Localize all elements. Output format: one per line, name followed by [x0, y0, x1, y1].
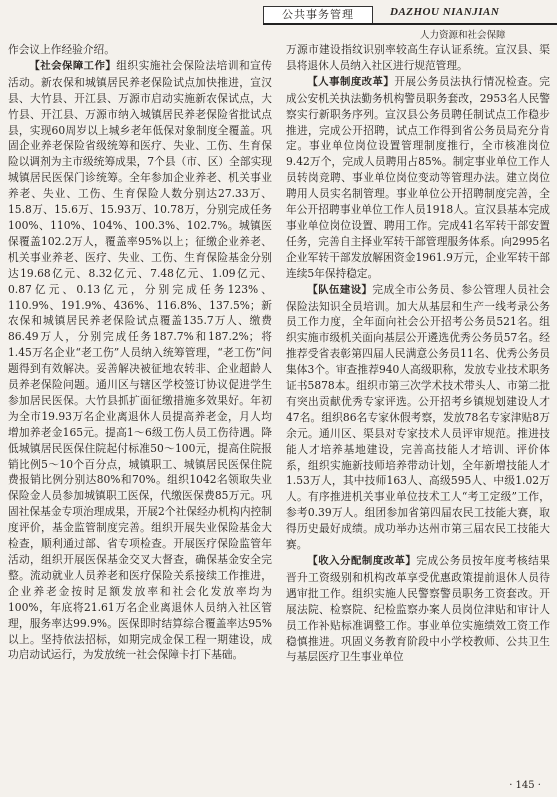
header-rule: [263, 23, 557, 25]
paragraph-continuation: 作会议上作经验介绍。: [8, 43, 115, 56]
paragraph-text: 完成公务员按年度考核结果晋升工资级别和机构改革享受优惠政策提前退休人员待遇审批工作。组织实施人民警察警员职务工资套改。开展法院、检察院、纪检监察办案人员岗位津贴和审计人员工作补贴标准调整工作。事业单位实施绩效工资工作稳慎推进。巩固义务教育阶段中小学校教师、公共卫生与基层医疗卫生事业单位: [286, 554, 550, 664]
paragraph-income-reform: [286, 553, 550, 665]
section-keyword: 【收入分配制度改革】: [307, 555, 417, 567]
paragraph-text: 组织实施社会保险法培训和宣传活动。新农保和城镇居民养老保险试点加快推进，宣汉县、大竹县、开江县、万源市启动实施新农保试点，大竹县、开江县、万源市纳入城镇居民养老保险省批试点县，实现60周岁以上城乡老年低保对象制度全覆盖。巩固企业养老保险省级统筹和医疗、失业、工伤、生育保险以调剂为主市级统筹成果，7个县（市、区）全部实现城镇居民医保门诊统筹。全年参加企业养老、机关事业养老、失业、工伤、生育保险人数分别达27.33万、15.8万、15.6万、15.93万、10.78万，分别完成任务100%、110%、104%、100.3%、102.7%。城镇医保覆盖102.2万人，覆盖率95%以上；征缴企业养老、机关事业养老、医疗、失业、工伤、生育保险基金分别达19.68亿元、8.32亿元、7.48亿元、1.09亿元、0.87亿元、0.13亿元，分别完成任务123%、110.9%、191.9%、436%、116.8%、137.5%；新农保和城镇居民养老保险试点覆盖135.7万人、缴费86.49万人，分别完成任务187.7%和187.2%；将1.45万名企业“老工伤”人员纳入统筹管理，“老工伤”问题得到有效解决。妥善解决被征地农转非、企业超龄人员养老保险问题。通川区与辖区学校签订协议促进学生参加居民医保。大竹县抓扩面征缴措施多效果好。年初为全市19.93万名企业离退休人员提高养老金，月人均增加养老金165元。提高1～6级工伤人员工伤待遇。降低城镇居民医保住院起付标准50～100元，提高住院报销比例5～10个百分点，城镇职工、城镇居民医保住院费报销比例分别达80%和70%。组织1042名领取失业保险金人员参加城镇职工医保，代缴医保费85万元。巩固社保基金专项治理成果，开展2个社保经办机构内控制度评价，基金监管制度完善。组织开展失业保险基金大检查，顺利通过部、省专项检查。开展医疗保险监管年活动，组织开展医保基金交叉大督查，确保基金安全完整。流动就业人员养老和医疗保险关系接续工作推进，企业养老金按时足额发放率和社会化发放率均为100%，年底将21.61万名企业离退休人员纳入社区管理，服务率达99.9%。医保即时结算综合覆盖率达95%以上。坚持依法招标，如期完成金保工程一期建设，成功启动试运行，为发放统一社会保障卡打下基础。: [8, 58, 272, 662]
section-keyword: 【队伍建设】: [307, 283, 373, 296]
left-column: [8, 42, 272, 663]
paragraph-text: 完成全市公务员、参公管理人员社会保险法知识全员培训。加大从基层和生产一线考录公务员工作力度，全年面向社会公开招考公务员521名。组织实施市级机关面向基层公开遴选优秀公务员57名。经推荐受省表彰第四届人民满意公务员11名、优秀公务员集体3个。审查推荐940人高级职称，发放专业技术职务证书5878本。组织市第三次学术技术带头人、市第二批有突出贡献优秀专家评选。公开招考乡镇规划建设人才47名。组织86名专家休假考察，发放78名专家津贴8万余元。通川区、渠县对专家技术人员评审规范。推进技能人才培养基地建设，完善高技能人才培训、评价体系，组织实施新技师培养带动计划，全年新增技能人才1.53万人，其中技师163人、高级595人、中级1.02万人。有序推进机关事业单位技术工人“考工定级”工作，参考0.39万人。组团参加省第四届农民工技能大赛，取得历史最好成绩。成功举办达州市第三届农民工技能大赛。: [286, 282, 550, 552]
right-column: [286, 42, 550, 665]
journal-title: DAZHOU NIANJIAN: [390, 6, 500, 18]
page-number: · 145 ·: [509, 780, 541, 791]
section-keyword: 【社会保障工作】: [29, 59, 117, 72]
subsection-title: 人力资源和社会保障: [420, 30, 506, 41]
paragraph-text: 开展公务员法执行情况检查。完成公安机关执法勤务机构警员职务套改，2953名人民警察实行新职务序列。宣汉县公务员聘任制试点工作稳步推进，完成公开招聘，试点工作得到省公务员局充分肯定。事业单位岗位设置管理制度推行，全市核准岗位9.42万个，完成人员聘用占85%。制定事业单位工作人员转岗竞聘、事业单位岗位变动等管理办法。建立岗位聘用人员实名制管理。事业单位公开招聘制度完善，全年公开招聘事业单位工作人员1918人。宣汉县基本完成事业单位岗位设置、聘用工作。完成41名军转干部安置任务，完善自主择业军转干部管理服务体系。向2995名企业军转干部发放解困资金1961.9万元，企业军转干部连续5年保持稳定。: [286, 74, 550, 280]
page-header: [0, 0, 557, 42]
paragraph-continuation: 万源市建设指纹识别率较高生存认证系统。宣汉县、渠县将退休人员纳入社区进行规范管理。: [286, 43, 550, 72]
paragraph-team-building: [286, 282, 550, 553]
section-tab: 公共事务管理: [263, 6, 373, 24]
section-keyword: 【人事制度改革】: [307, 75, 395, 88]
paragraph-social-security: [8, 58, 272, 663]
paragraph-personnel-reform: [286, 74, 550, 282]
